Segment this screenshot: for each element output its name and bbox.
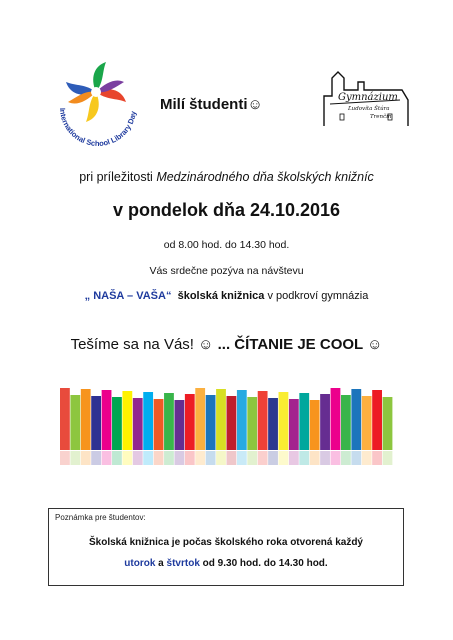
gym-logo-title: Gymnázium — [338, 92, 398, 103]
book-reflection — [331, 451, 341, 465]
slogan — [0, 336, 453, 353]
isl-logo-text: International School Library Day — [57, 107, 138, 148]
book-spine — [216, 389, 226, 450]
book-spine — [154, 399, 164, 450]
book-reflection — [237, 451, 247, 465]
book-reflection — [81, 451, 91, 465]
note-line2 — [49, 558, 403, 569]
book-reflection — [362, 451, 372, 465]
occasion-line — [0, 170, 453, 184]
book-reflection — [185, 451, 195, 465]
book-spine — [70, 395, 80, 450]
book-spine — [206, 395, 216, 450]
book-spine — [289, 399, 299, 450]
library-label: školská knižnica — [177, 290, 265, 302]
note-day-tuesday: utorok — [124, 558, 156, 569]
book-spine — [299, 393, 309, 450]
books-icon — [60, 370, 393, 470]
time-line: od 8.00 hod. do 14.30 hod. — [163, 239, 290, 251]
book-spine — [320, 394, 330, 450]
book-spine — [331, 388, 341, 450]
book-reflection — [60, 451, 70, 465]
book-reflection — [351, 451, 361, 465]
book-spine — [133, 398, 143, 450]
international-school-library-day-logo-icon — [52, 52, 148, 148]
invite-line: Vás srdečne pozýva na návštevu — [149, 265, 304, 277]
book-reflection — [174, 451, 184, 465]
book-spine — [112, 397, 122, 450]
book-reflection — [268, 451, 278, 465]
note-conj: a — [155, 558, 167, 569]
books-illustration — [60, 370, 393, 470]
book-reflection — [258, 451, 268, 465]
book-reflection — [195, 451, 205, 465]
svg-text:International School Library D — [58, 108, 138, 148]
date-line: v pondelok dňa 24.10.2016 — [112, 200, 341, 220]
book-spine — [279, 392, 289, 450]
book-reflection — [164, 451, 174, 465]
slogan-part2: ... ČÍTANIE JE COOL — [213, 336, 368, 353]
book-reflection — [289, 451, 299, 465]
gymnazium-logo-icon — [318, 70, 414, 130]
smiley-icon: ☺ — [198, 336, 214, 353]
book-reflection — [299, 451, 309, 465]
book-reflection — [206, 451, 216, 465]
book-spine — [143, 392, 153, 450]
slogan-part1: Tešíme sa na Vás! — [70, 336, 199, 353]
book-reflection — [310, 451, 320, 465]
book-spine — [122, 391, 132, 450]
isl-day-logo — [52, 52, 148, 148]
book-reflection — [216, 451, 226, 465]
book-reflection — [279, 451, 289, 465]
library-suffix: v podkroví gymnázia — [264, 290, 369, 302]
book-spine — [81, 389, 91, 450]
smiley-icon: ☺ — [247, 96, 263, 113]
book-reflection — [341, 451, 351, 465]
gym-logo-sub1: Ľudovíta Štúra — [348, 106, 390, 112]
book-spine — [185, 394, 195, 450]
book-reflection — [70, 451, 80, 465]
note-box — [48, 508, 404, 586]
book-spine — [227, 396, 237, 450]
note-day-thursday: štvrtok — [166, 558, 200, 569]
book-spine — [258, 391, 268, 450]
book-reflection — [102, 451, 112, 465]
book-spine — [91, 396, 101, 450]
book-reflection — [372, 451, 382, 465]
book-reflection — [227, 451, 237, 465]
book-reflection — [320, 451, 330, 465]
book-reflection — [247, 451, 257, 465]
book-spine — [362, 396, 372, 450]
book-reflection — [122, 451, 132, 465]
book-spine — [174, 400, 184, 450]
book-reflection — [91, 451, 101, 465]
gymnazium-logo — [318, 70, 414, 130]
occasion-prefix: pri príležitosti — [79, 170, 157, 184]
book-reflection — [383, 451, 393, 465]
book-spine — [195, 388, 205, 450]
book-reflection — [112, 451, 122, 465]
note-line1: Školská knižnica je počas školského roka otvorená každý — [88, 537, 363, 548]
book-spine — [372, 390, 382, 450]
book-reflection — [143, 451, 153, 465]
book-spine — [60, 388, 70, 450]
book-reflection — [133, 451, 143, 465]
book-spine — [310, 400, 320, 450]
book-spine — [383, 397, 393, 450]
greeting-text: Milí študenti — [160, 96, 248, 113]
note-label: Poznámka pre študentov: — [55, 513, 146, 522]
smiley-icon: ☺ — [367, 336, 383, 353]
book-spine — [237, 390, 247, 450]
book-spine — [341, 395, 351, 450]
book-spine — [102, 390, 112, 450]
note-hours: od 9.30 hod. do 14.30 hod. — [199, 558, 328, 569]
library-line — [0, 290, 453, 302]
book-spine — [247, 397, 257, 450]
occasion-event: Medzinárodného dňa školských knižníc — [156, 170, 374, 184]
book-reflection — [154, 451, 164, 465]
book-spine — [351, 389, 361, 450]
gym-logo-sub2: Trenčín — [370, 114, 392, 120]
library-name: „ NAŠA – VAŠA“ — [84, 290, 172, 302]
greeting-heading — [160, 96, 263, 113]
book-spine — [268, 398, 278, 450]
book-spine — [164, 393, 174, 450]
